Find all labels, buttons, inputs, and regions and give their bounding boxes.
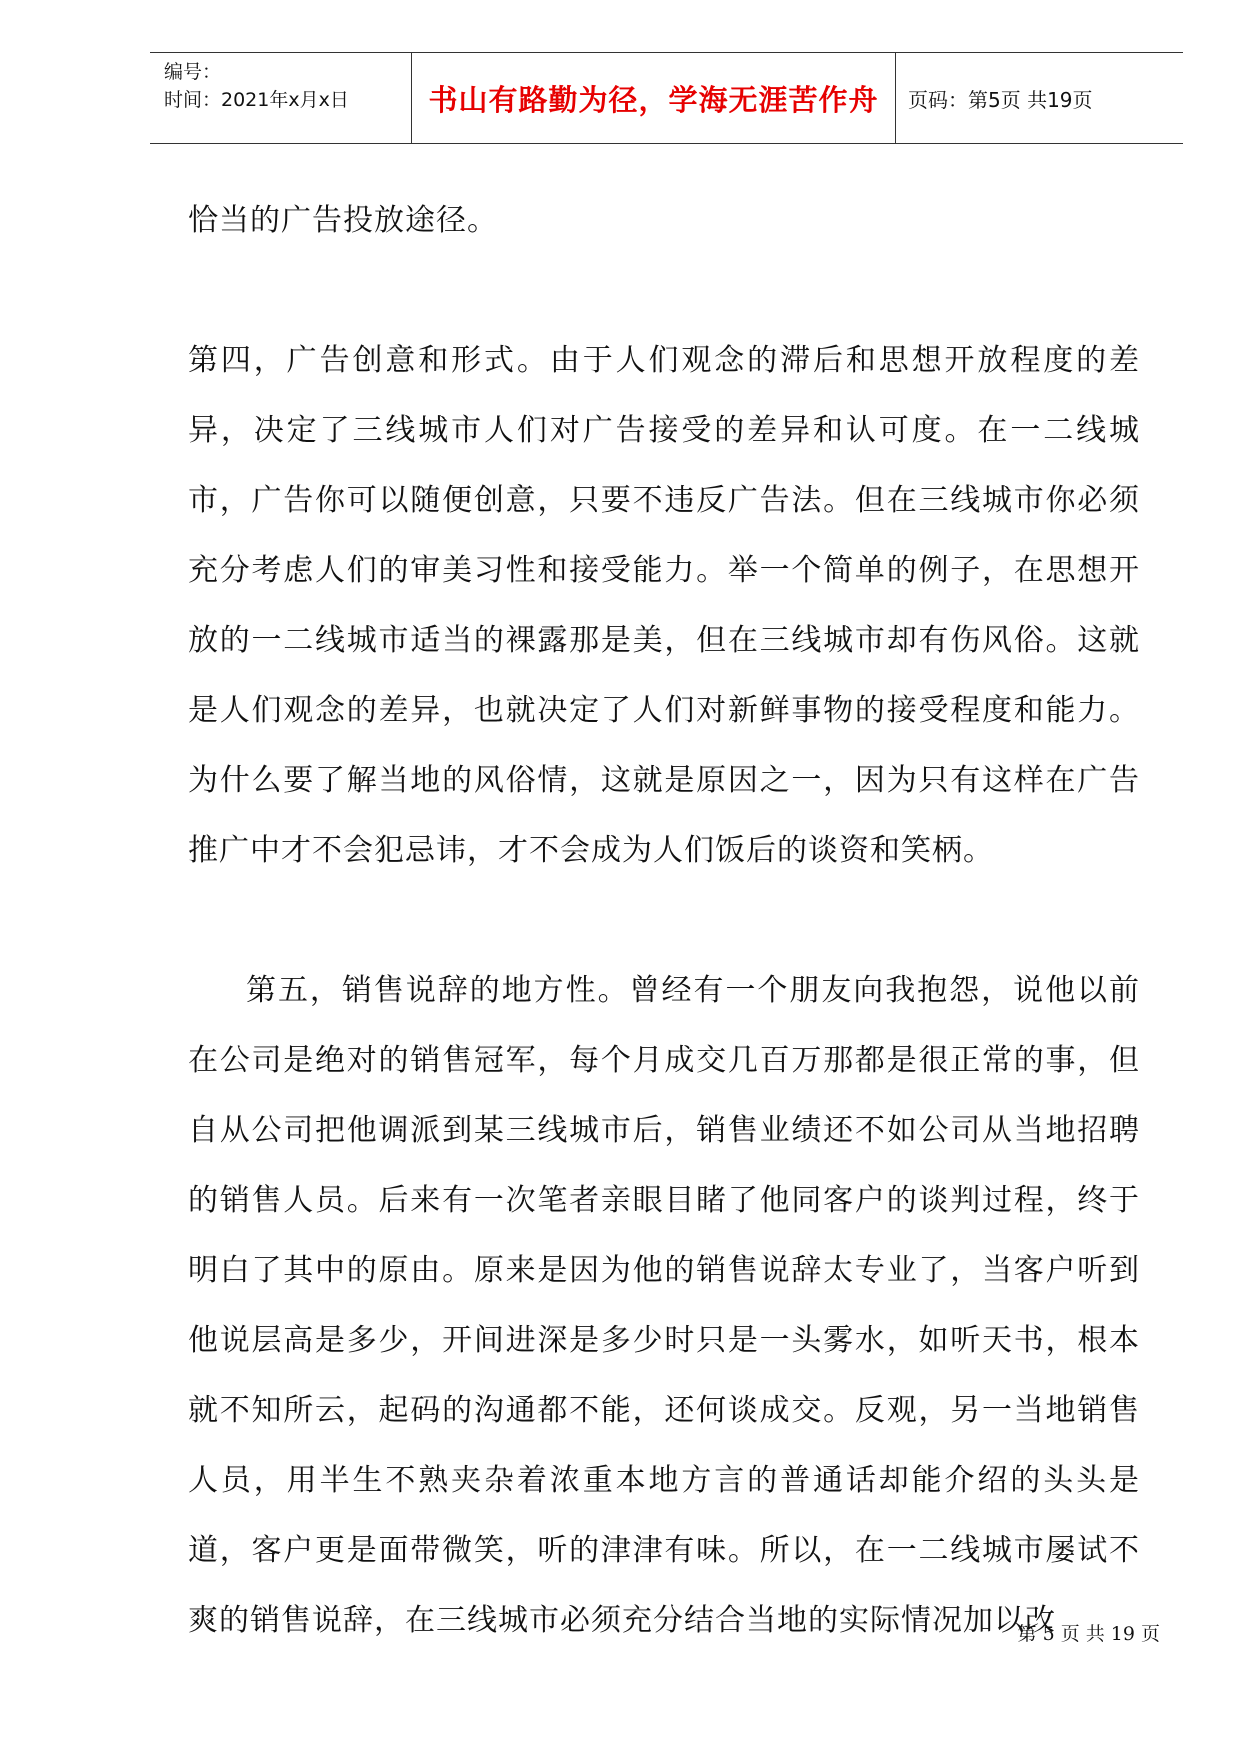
paragraph-3: 第五，销售说辞的地方性。曾经有一个朋友向我抱怨，说他以前在公司是绝对的销售冠军，每个月成交几百万那都是很正常的事，但自从公司把他调派到某三线城市后，销售业绩还不如公司从当地招聘的销售人员。后来有一次笔者亲眼目睹了他同客户的谈判过程，终于明白了其中的原由。原来是因为他的销售说辞太专业了，当客户听到他说层高是多少，开间进深是多少时只是一头雾水，如听天书，根本就不知所云，起码的沟通都不能，还何谈成交。反观，另一当地销售人员，用半生不熟夹杂着浓重本地方言的普通话却能介绍的头头是道，客户更是面带微笑，听的津津有味。所以，在一二线城市屡试不爽的销售说辞，在三线城市必须充分结合当地的实际情况加以改 bbox=[188, 973, 1140, 1638]
header-page-code-cell bbox=[896, 53, 1183, 143]
time-label: 时间：2021年x月x日 bbox=[164, 89, 349, 111]
motto: 书山有路勤为径，学海无涯苦作舟 bbox=[428, 82, 879, 117]
paragraph-1: 恰当的广告投放途径。 bbox=[188, 203, 498, 238]
paragraph-2: 第四，广告创意和形式。由于人们观念的滞后和思想开放程度的差异，决定了三线城市人们对广告接受的差异和认可度。在一二线城市，广告你可以随便创意，只要不违反广告法。但在三线城市你必须充分考虑人们的审美习性和接受能力。举一个简单的例子，在思想开放的一二线城市适当的裸露那是美，但在三线城市却有伤风俗。这就是人们观念的差异，也就决定了人们对新鲜事物的接受程度和能力。为什么要了解当地的风俗情，这就是原因之一，因为只有这样在广告推广中才不会犯忌讳，才不会成为人们饭后的谈资和笑柄。 bbox=[188, 343, 1140, 868]
document-body bbox=[188, 186, 1140, 1656]
page-footer: 第 5 页 共 19 页 bbox=[1017, 1623, 1160, 1645]
serial-label: 编号： bbox=[164, 61, 222, 83]
header-meta bbox=[150, 53, 412, 143]
page-code: 页码：第5页 共19页 bbox=[908, 87, 1093, 112]
header-motto-cell bbox=[412, 53, 896, 143]
page-header bbox=[150, 52, 1183, 144]
